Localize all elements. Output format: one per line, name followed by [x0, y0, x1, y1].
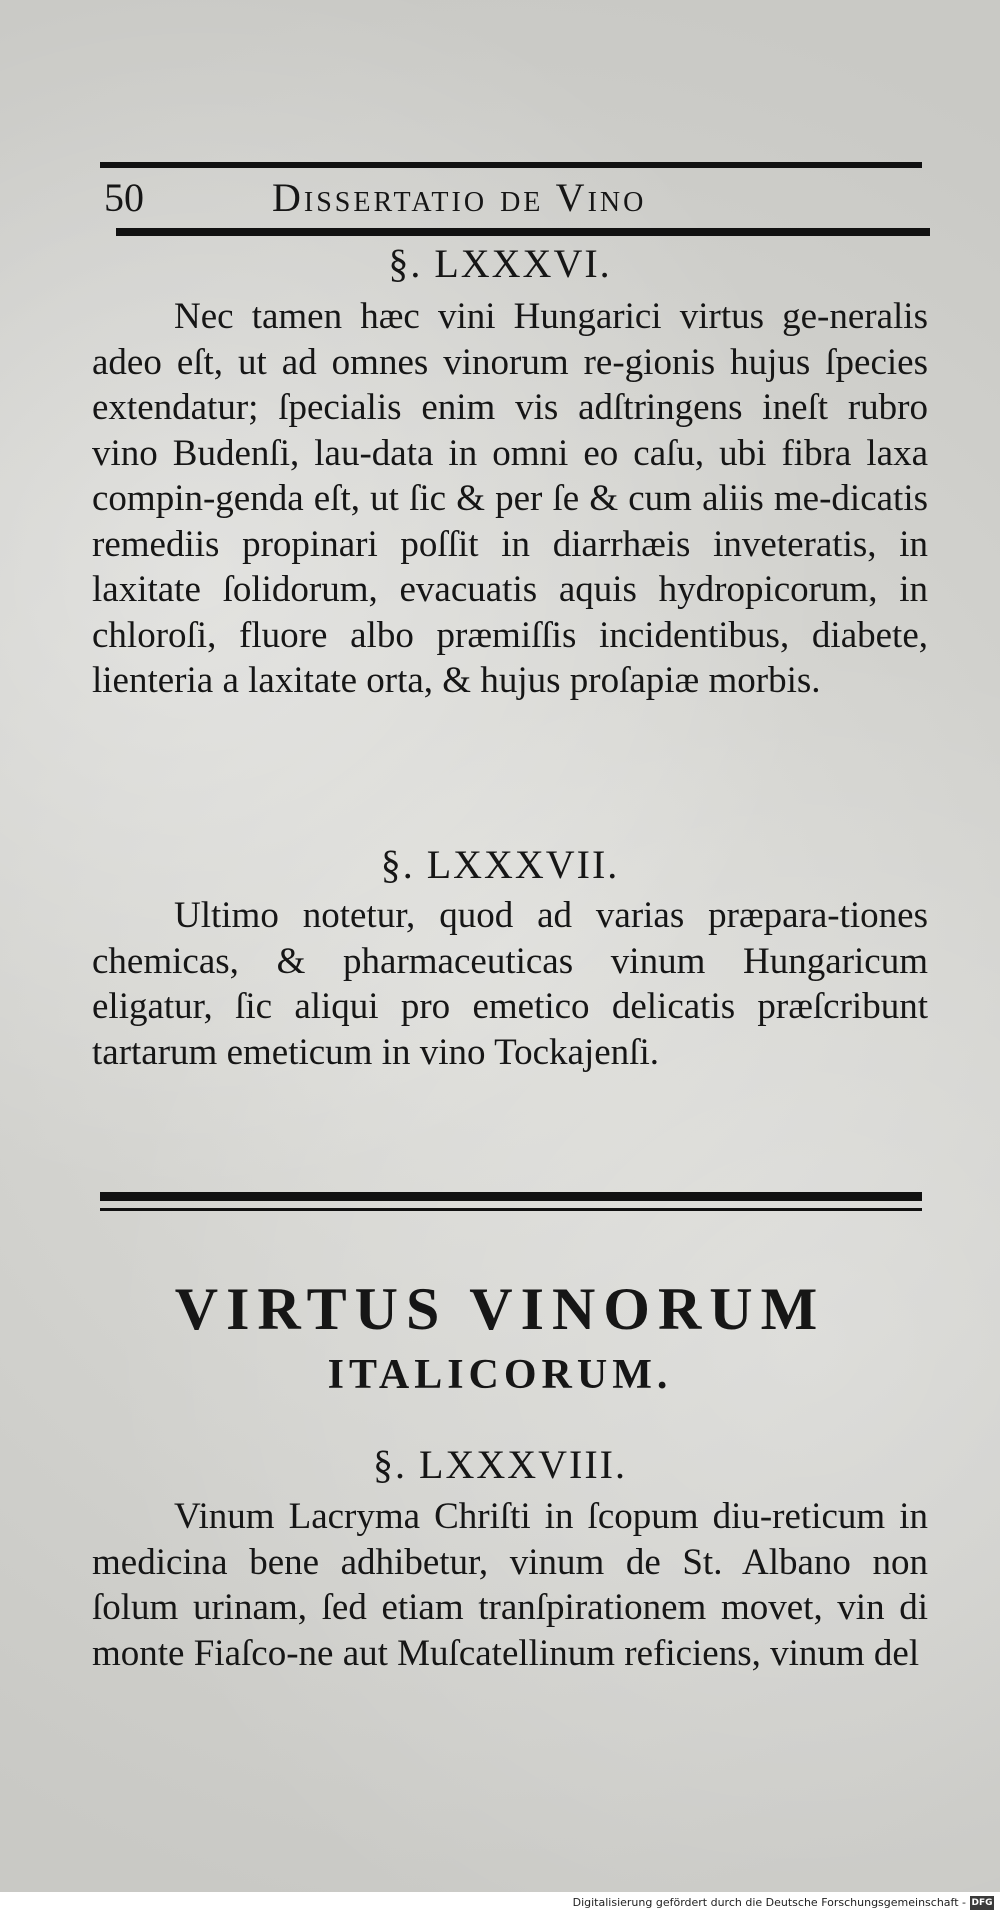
paragraph-86: Nec tamen hæc vini Hungarici virtus ge-neralis adeo eſt, ut ad omnes vinorum re-gionis hujus ſpecies extendatur; ſpecialis enim vis adſtringens ineſt rubro vino Budenſi, lau-data in omni eo caſu, ubi fibra laxa compin-genda eſt, ut ſic & per ſe & cum aliis me-dicatis remediis propinari poſſit in diarrhæis inveteratis, in laxitate ſolidorum, evacuatis aquis hydropicorum, in chloroſi, fluore albo præmiſſis incidentibus, diabete, lienteria a laxitate orta, & hujus proſapiæ morbis.	[92, 296, 928, 701]
chapter-divider-thin	[100, 1208, 922, 1211]
chapter-subtitle: ITALICORUM.	[327, 1352, 673, 1398]
section-mark-86: §. LXXXVI.	[388, 241, 612, 286]
page-header	[100, 172, 930, 222]
chapter-title: VIRTUS VINORUM	[174, 1276, 826, 1342]
dfg-logo-icon: DFG	[971, 1898, 993, 1908]
digitization-credit: Digitalisierung gefördert durch die Deutsche Forschungsgemeinschaft -	[572, 1896, 966, 1909]
section-mark-87: §. LXXXVII.	[380, 842, 620, 887]
chapter-divider-thick	[100, 1192, 922, 1201]
paragraph-88: Vinum Lacryma Chriſti in ſcopum diu-reticum in medicina bene adhibetur, vinum de St. Albano non ſolum urinam, ſed etiam tranſpirationem movet, vin di monte Fiaſco-ne aut Muſcatellinum reficiens, vinum del	[92, 1496, 928, 1674]
header-bottom-rule	[116, 228, 930, 236]
section-mark-88: §. LXXXVIII.	[373, 1442, 627, 1487]
paragraph-87: Ultimo notetur, quod ad varias præpara-tiones chemicas, & pharmaceuticas vinum Hungaricum eligatur, ſic aliqui pro emetico delicatis præſcribunt tartarum emeticum in vino Tockajenſi.	[92, 895, 928, 1073]
header-top-rule	[100, 162, 922, 168]
page-number: 50	[104, 175, 144, 220]
running-head: Dissertatio de Vino	[272, 175, 647, 220]
